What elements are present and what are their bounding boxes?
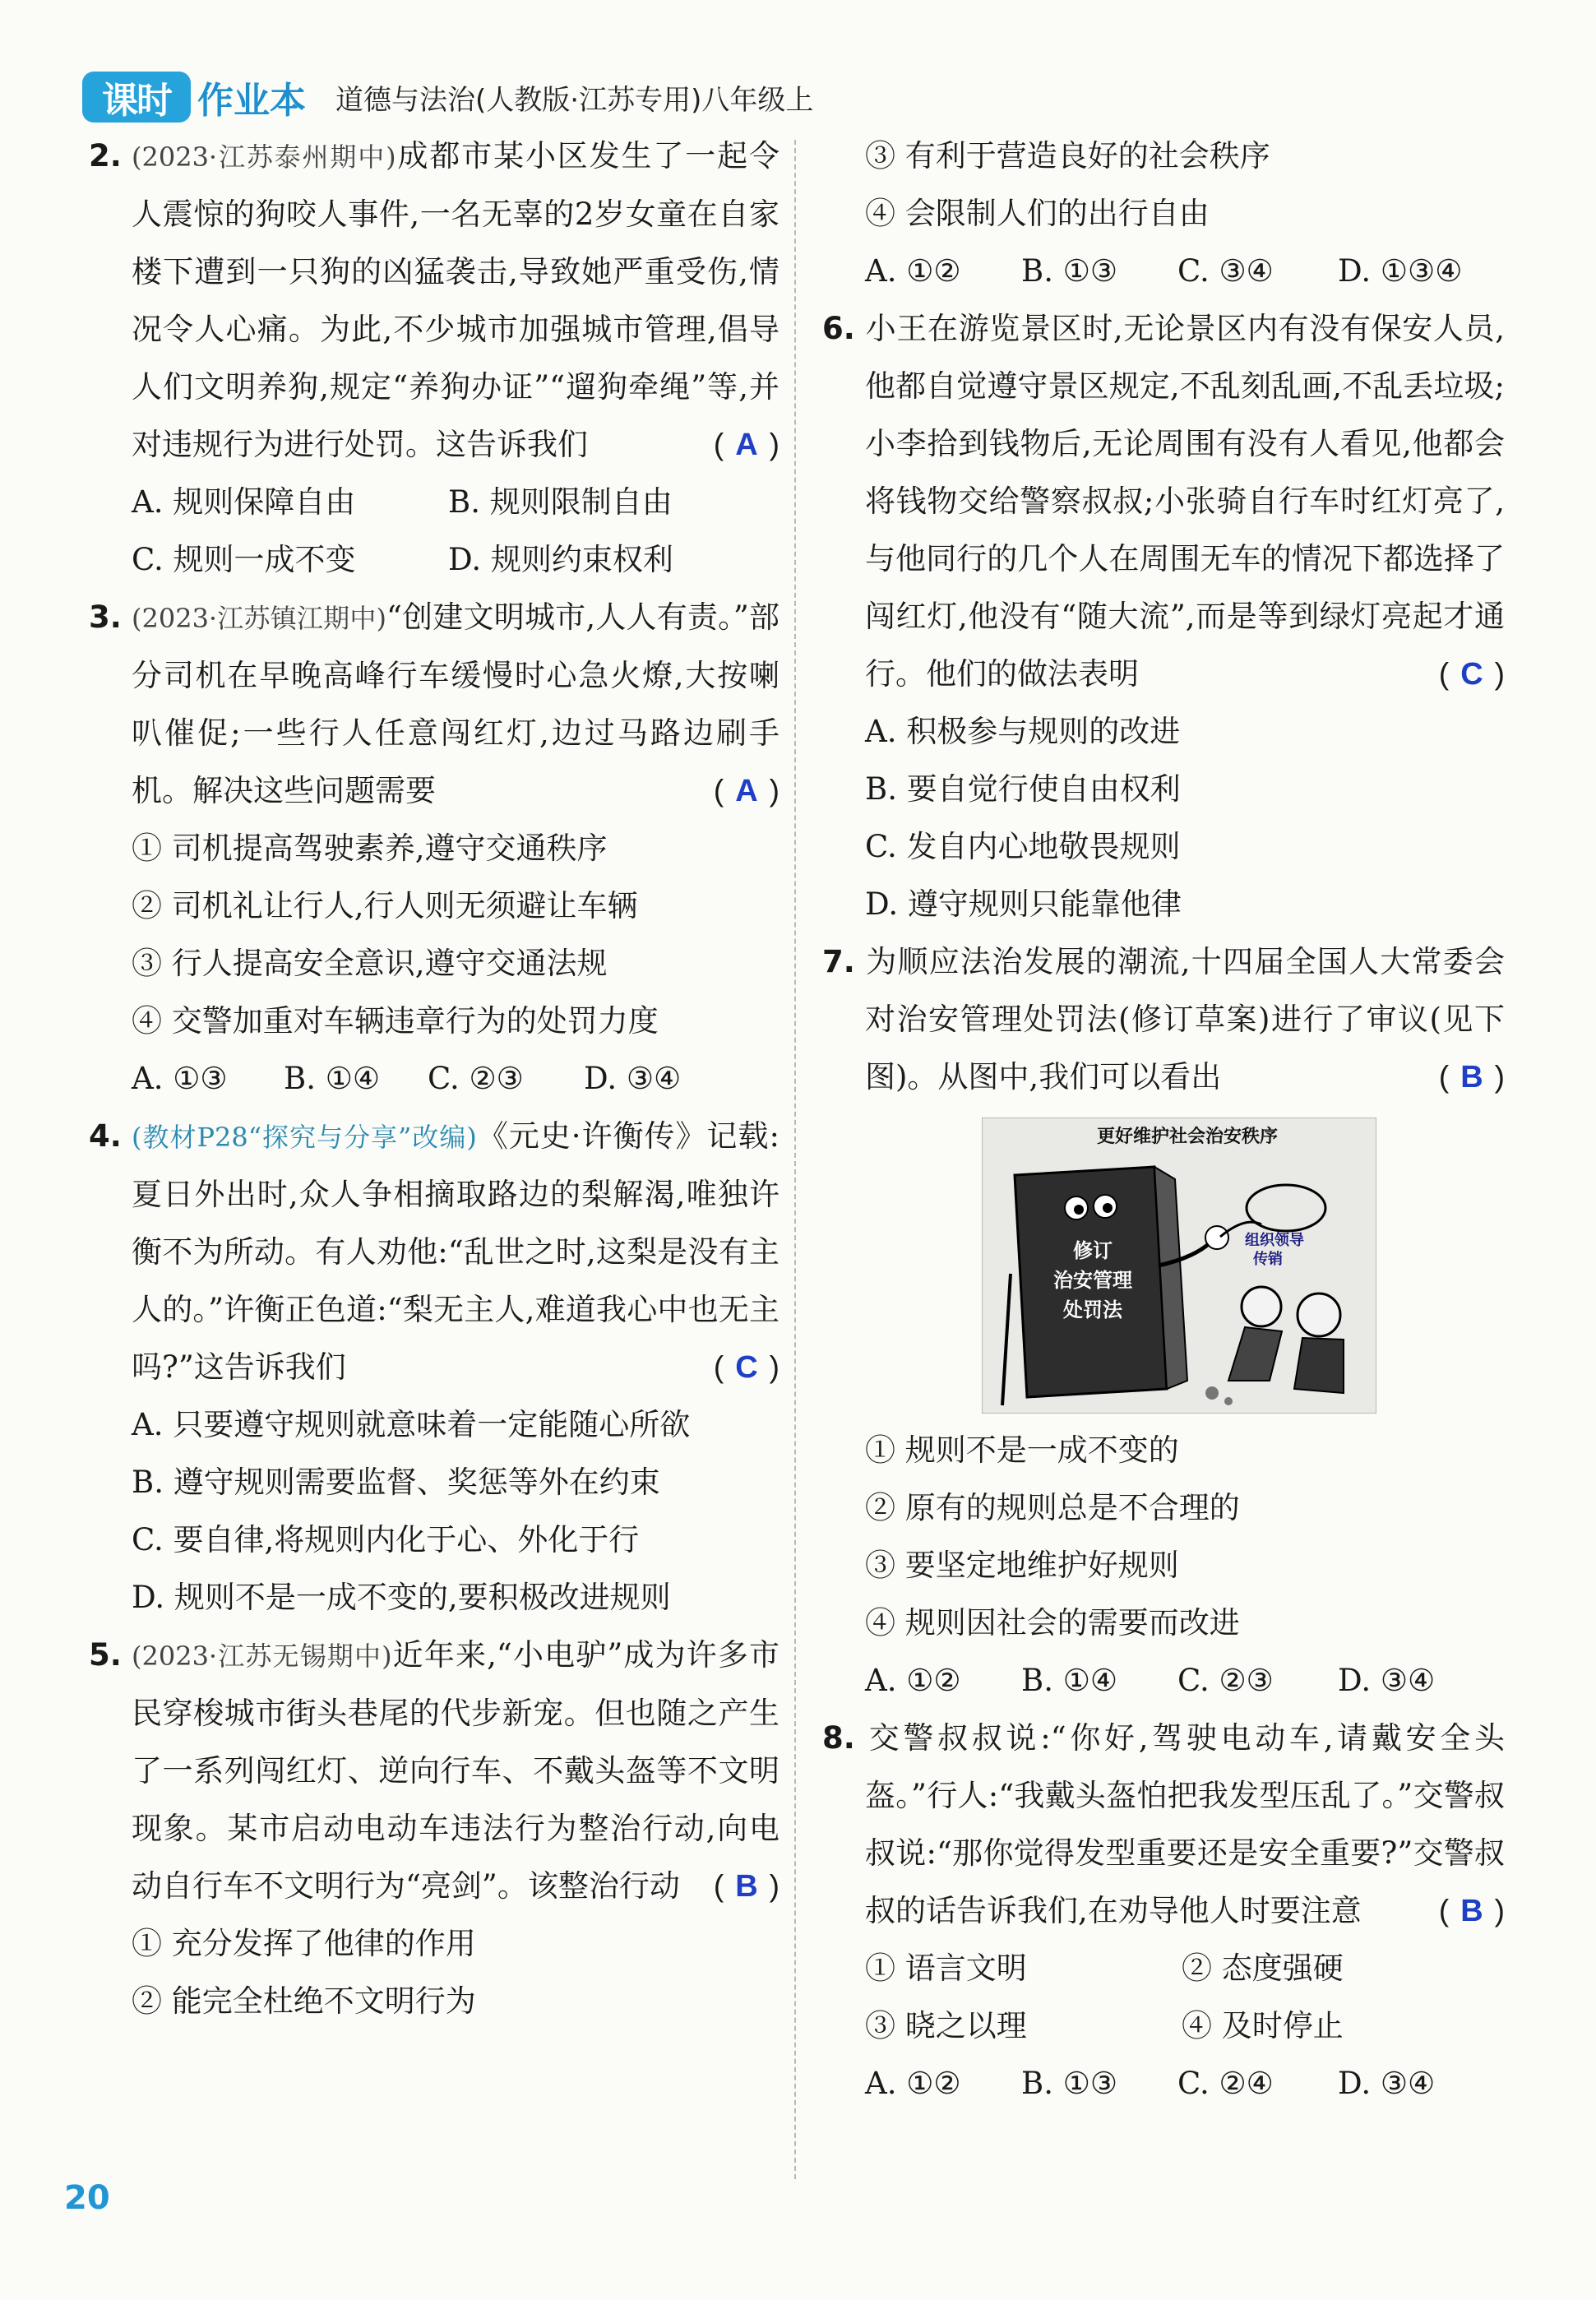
question-text: “创建文明城市,人人有责。”部分司机在早晚高峰行车缓慢时心急火燎,大按喇叭催促;一些行人任意闯红灯,边过马路边刷手机。解决这些问题需要 (132, 599, 779, 808)
cartoon-figure (982, 1118, 1376, 1414)
question-3 (89, 589, 779, 1108)
book-text-line1: 修订 (1073, 1239, 1113, 1262)
question-number: 3. (89, 599, 122, 635)
answer-bracket: ( B ) (713, 1869, 779, 1904)
answer-letter: C (735, 1350, 758, 1385)
statement-1: ① 充分发挥了他律的作用 (132, 1926, 476, 1961)
question-8 (822, 1710, 1505, 2113)
figure-2-head (1298, 1293, 1340, 1336)
option-row (865, 1997, 1505, 2055)
option-d: D. ①③④ (1338, 253, 1463, 289)
cartoon-illustration (982, 1118, 1376, 1414)
statement-2: ② 能完全杜绝不文明行为 (132, 1983, 476, 2019)
option-row (132, 1050, 779, 1108)
question-source: (2023·江苏镇江期中) (132, 603, 387, 634)
question-number: 7. (822, 944, 855, 979)
statement-3: ③ 有利于营造良好的社会秩序 (865, 138, 1270, 174)
page-number: 20 (64, 2179, 110, 2217)
statement-1: ① 规则不是一成不变的 (865, 1432, 1179, 1468)
option-b: B. ①④ (284, 1061, 381, 1096)
brand-logo: 课时 (82, 72, 191, 123)
column-divider (794, 140, 796, 2179)
answer-letter: A (735, 774, 758, 808)
cartoon-caption: 更好维护社会治安秩序 (1096, 1127, 1279, 1147)
question-text: 小王在游览景区时,无论景区内有没有保安人员,他都自觉遵守景区规定,不乱刻乱画,不乱丢垃圾;小李拾到钱物后,无论周围有没有人看见,他都会将钱物交给警察叔叔;小张骑自行车时红灯亮了,与他同行的几个人在周围无车的情况下都选择了闯红灯,他没有“随大流”,而是等到绿灯亮起才通行。他们的做法表明 (865, 311, 1505, 692)
option-row (132, 474, 779, 531)
book-subtitle: 道德与法治(人教版·江苏专用)八年级上 (335, 83, 814, 117)
question-6 (822, 300, 1505, 933)
question-4 (89, 1108, 779, 1627)
option-a: A. ①② (865, 253, 961, 289)
question-number: 2. (89, 138, 122, 174)
statement-1: ① 司机提高驾驶素养,遵守交通秩序 (132, 831, 608, 866)
answer-bracket: ( B ) (1438, 1060, 1505, 1094)
statement-2: ② 司机礼让行人,行人则无须避让车辆 (132, 888, 638, 923)
statement-3: ③ 行人提高安全意识,遵守交通法规 (132, 946, 608, 981)
left-column (89, 127, 779, 2030)
book-text-line3: 处罚法 (1063, 1298, 1122, 1321)
option-row (865, 2055, 1505, 2113)
figure-2-body (1294, 1338, 1344, 1393)
question-number: 6. (822, 311, 855, 346)
question-7 (822, 933, 1505, 1710)
option-c: C. ③④ (1177, 253, 1274, 289)
question-number: 5. (89, 1637, 122, 1673)
answer-letter: B (735, 1869, 758, 1904)
book-text-line2: 治安管理 (1053, 1269, 1132, 1292)
statement-3: ③ 要坚定地维护好规则 (865, 1548, 1179, 1583)
option-c: C. ②③ (1177, 1663, 1274, 1698)
question-source: (2023·江苏无锡期中) (132, 1641, 392, 1672)
option-b: B. 遵守规则需要监督、奖惩等外在约束 (132, 1465, 660, 1500)
answer-letter: C (1460, 657, 1483, 692)
question-text: 成都市某小区发生了一起令人震惊的狗咬人事件,一名无辜的2岁女童在自家楼下遭到一只狗的凶猛袭击,导致她严重受伤,情况令人心痛。为此,不少城市加强城市管理,倡导人们文明养狗,规定“养狗办证”“遛狗牵绳”等,并对违规行为进行处罚。这告诉我们 (132, 138, 779, 462)
question-source: (教材P28“探究与分享”改编) (132, 1122, 477, 1153)
option-c: C. ②③ (428, 1061, 524, 1096)
page-header (82, 64, 813, 130)
debris (1205, 1386, 1219, 1400)
figure-1-head (1242, 1287, 1281, 1326)
question-5-continued (822, 127, 1505, 300)
question-2 (89, 127, 779, 589)
option-d: D. 规则约束权利 (448, 542, 673, 577)
statement-4: ④ 规则因社会的需要而改进 (865, 1605, 1240, 1641)
option-row (865, 1652, 1505, 1710)
option-b: B. ①④ (1021, 1663, 1118, 1698)
option-c: C. 要自律,将规则内化于心、外化于行 (132, 1522, 640, 1557)
option-c: C. 发自内心地敬畏规则 (865, 829, 1181, 864)
debris (1224, 1397, 1233, 1405)
book-pupil-left (1074, 1205, 1084, 1215)
option-row (865, 1940, 1505, 1997)
option-a: A. 规则保障自由 (132, 484, 356, 520)
book-hand (1205, 1226, 1228, 1249)
question-text: 近年来,“小电驴”成为许多市民穿梭城市街头巷尾的代步新宠。但也随之产生了一系列闯红灯、逆向行车、不戴头盔等不文明现象。某市启动电动车违法行为整治行动,向电动自行车不文明行为“亮剑”。该整治行动 (132, 1637, 779, 1904)
option-c: C. 规则一成不变 (132, 542, 356, 577)
answer-bracket: ( C ) (1438, 657, 1505, 692)
option-d: D. ③④ (1338, 1663, 1436, 1698)
statement-4: ④ 交警加重对车辆违章行为的处罚力度 (132, 1003, 659, 1039)
question-5 (89, 1627, 779, 2030)
book-pupil-right (1103, 1203, 1113, 1213)
option-a: A. ①② (865, 1663, 961, 1698)
answer-bracket: ( A ) (713, 774, 779, 808)
option-d: D. 遵守规则只能靠他律 (865, 886, 1182, 922)
option-a: A. ①③ (132, 1061, 228, 1096)
tag-text-line2: 传销 (1253, 1251, 1283, 1268)
right-column (822, 127, 1505, 2113)
question-number: 4. (89, 1118, 122, 1154)
question-text: 交警叔叔说:“你好,驾驶电动车,请戴安全头盔。”行人:“我戴头盔怕把我发型压乱了。”交警叔叔说:“那你觉得发型重要还是安全重要?”交警叔叔的话告诉我们,在劝导他人时要注意 (865, 1720, 1505, 1928)
brand-title: 作业本 (197, 80, 306, 122)
option-d: D. ③④ (1338, 2066, 1436, 2101)
statement-2: ② 原有的规则总是不合理的 (865, 1490, 1240, 1525)
option-b: B. ①③ (1021, 253, 1118, 289)
answer-letter: B (1460, 1894, 1483, 1928)
statement-4: ④ 会限制人们的出行自由 (865, 196, 1210, 231)
option-row (865, 243, 1505, 300)
question-text: 《元史·许衡传》记载:夏日外出时,众人争相摘取路边的梨解渴,唯独许衡不为所动。有人劝他:“乱世之时,这梨是没有主人的。”许衡正色道:“梨无主人,难道我心中也无主吗?”这告诉我们 (132, 1118, 779, 1385)
option-a: A. ①② (865, 2066, 961, 2101)
answer-letter: B (1460, 1060, 1483, 1094)
option-a: A. 只要遵守规则就意味着一定能随心所欲 (132, 1407, 691, 1442)
option-d: D. ③④ (584, 1061, 682, 1096)
tag-text-line1: 组织领导 (1245, 1232, 1304, 1249)
answer-bracket: ( B ) (1438, 1894, 1505, 1928)
statement-3: ③ 晓之以理 (865, 2008, 1027, 2043)
option-b: B. 规则限制自由 (448, 484, 673, 520)
statement-1: ① 语言文明 (865, 1951, 1027, 1986)
option-d: D. 规则不是一成不变的,要积极改进规则 (132, 1580, 671, 1615)
answer-letter: A (735, 428, 758, 462)
answer-bracket: ( A ) (713, 428, 779, 462)
statement-2: ② 态度强硬 (1182, 1951, 1344, 1986)
question-number: 8. (822, 1720, 855, 1756)
option-b: B. 要自觉行使自由权利 (865, 771, 1181, 807)
statement-4: ④ 及时停止 (1182, 2008, 1344, 2043)
question-text: 为顺应法治发展的潮流,十四届全国人大常委会对治安管理处罚法(修订草案)进行了审议(见下图)。从图中,我们可以看出 (865, 944, 1505, 1094)
answer-bracket: ( C ) (713, 1350, 779, 1385)
option-c: C. ②④ (1177, 2066, 1274, 2101)
option-row (132, 531, 779, 589)
option-b: B. ①③ (1021, 2066, 1118, 2101)
question-source: (2023·江苏泰州期中) (132, 141, 396, 173)
option-a: A. 积极参与规则的改进 (865, 714, 1181, 749)
